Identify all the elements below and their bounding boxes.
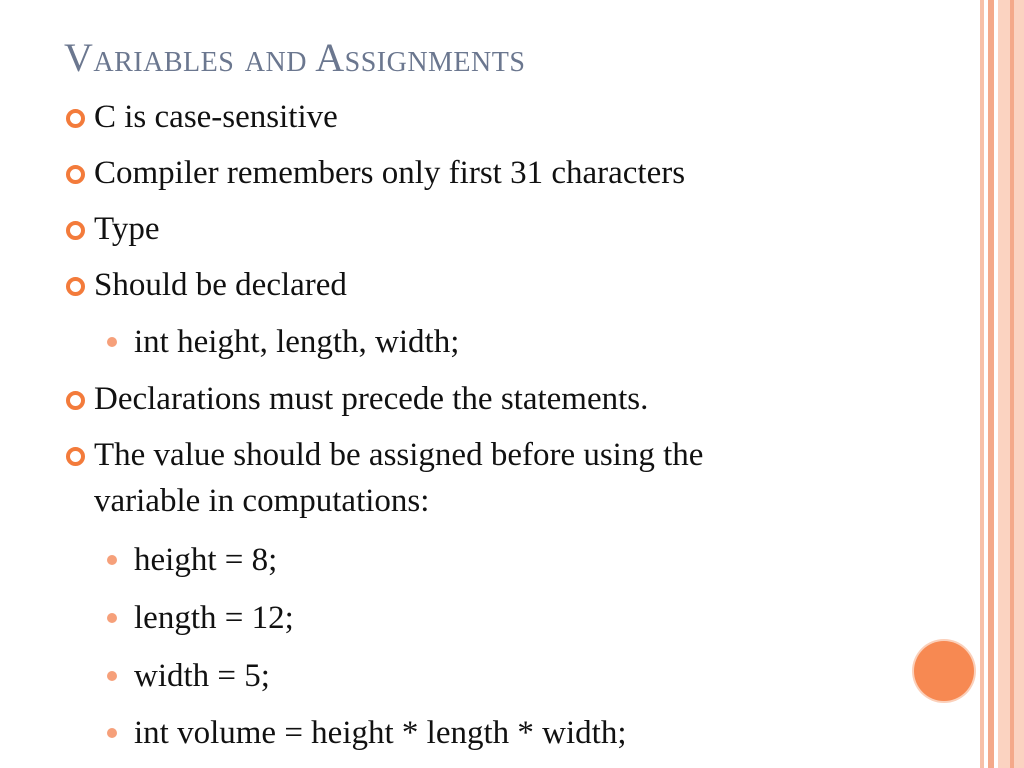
list-item xyxy=(0,150,1024,196)
dot-bullet-icon xyxy=(107,555,117,565)
ring-bullet-icon xyxy=(66,221,85,240)
bullet-text: height = 8; xyxy=(134,542,278,578)
bullet-text: int height, length, width; xyxy=(134,324,460,360)
ring-bullet-icon xyxy=(66,447,85,466)
ring-bullet-icon xyxy=(66,109,85,128)
bullet-text: C is case-sensitive xyxy=(94,99,338,135)
dot-bullet-icon xyxy=(107,728,117,738)
bullet-text: The value should be assigned before using the xyxy=(94,437,704,473)
list-item xyxy=(0,595,1024,641)
list-item xyxy=(0,376,1024,422)
bullet-text: Should be declared xyxy=(94,267,347,303)
list-item xyxy=(0,94,1024,140)
dot-bullet-icon xyxy=(107,671,117,681)
list-item xyxy=(0,319,1024,365)
list-item xyxy=(0,710,1024,756)
ring-bullet-icon xyxy=(66,391,85,410)
slide-title: Variables and Assignments xyxy=(64,35,526,80)
list-item xyxy=(0,537,1024,583)
dot-bullet-icon xyxy=(107,337,117,347)
list-item xyxy=(0,653,1024,699)
bullet-text: width = 5; xyxy=(134,658,270,694)
bullet-text: length = 12; xyxy=(134,600,294,636)
list-item xyxy=(0,262,1024,308)
bullet-text: Compiler remembers only first 31 characters xyxy=(94,155,686,191)
bullet-text: Type xyxy=(94,211,160,247)
ring-bullet-icon xyxy=(66,277,85,296)
bullet-text: Declarations must precede the statements. xyxy=(94,381,649,417)
bullet-text: int volume = height * length * width; xyxy=(134,715,627,751)
bullet-text-continued: variable in computations: xyxy=(94,483,430,519)
list-item xyxy=(0,432,1024,524)
ring-bullet-icon xyxy=(66,165,85,184)
dot-bullet-icon xyxy=(107,613,117,623)
list-item xyxy=(0,206,1024,252)
